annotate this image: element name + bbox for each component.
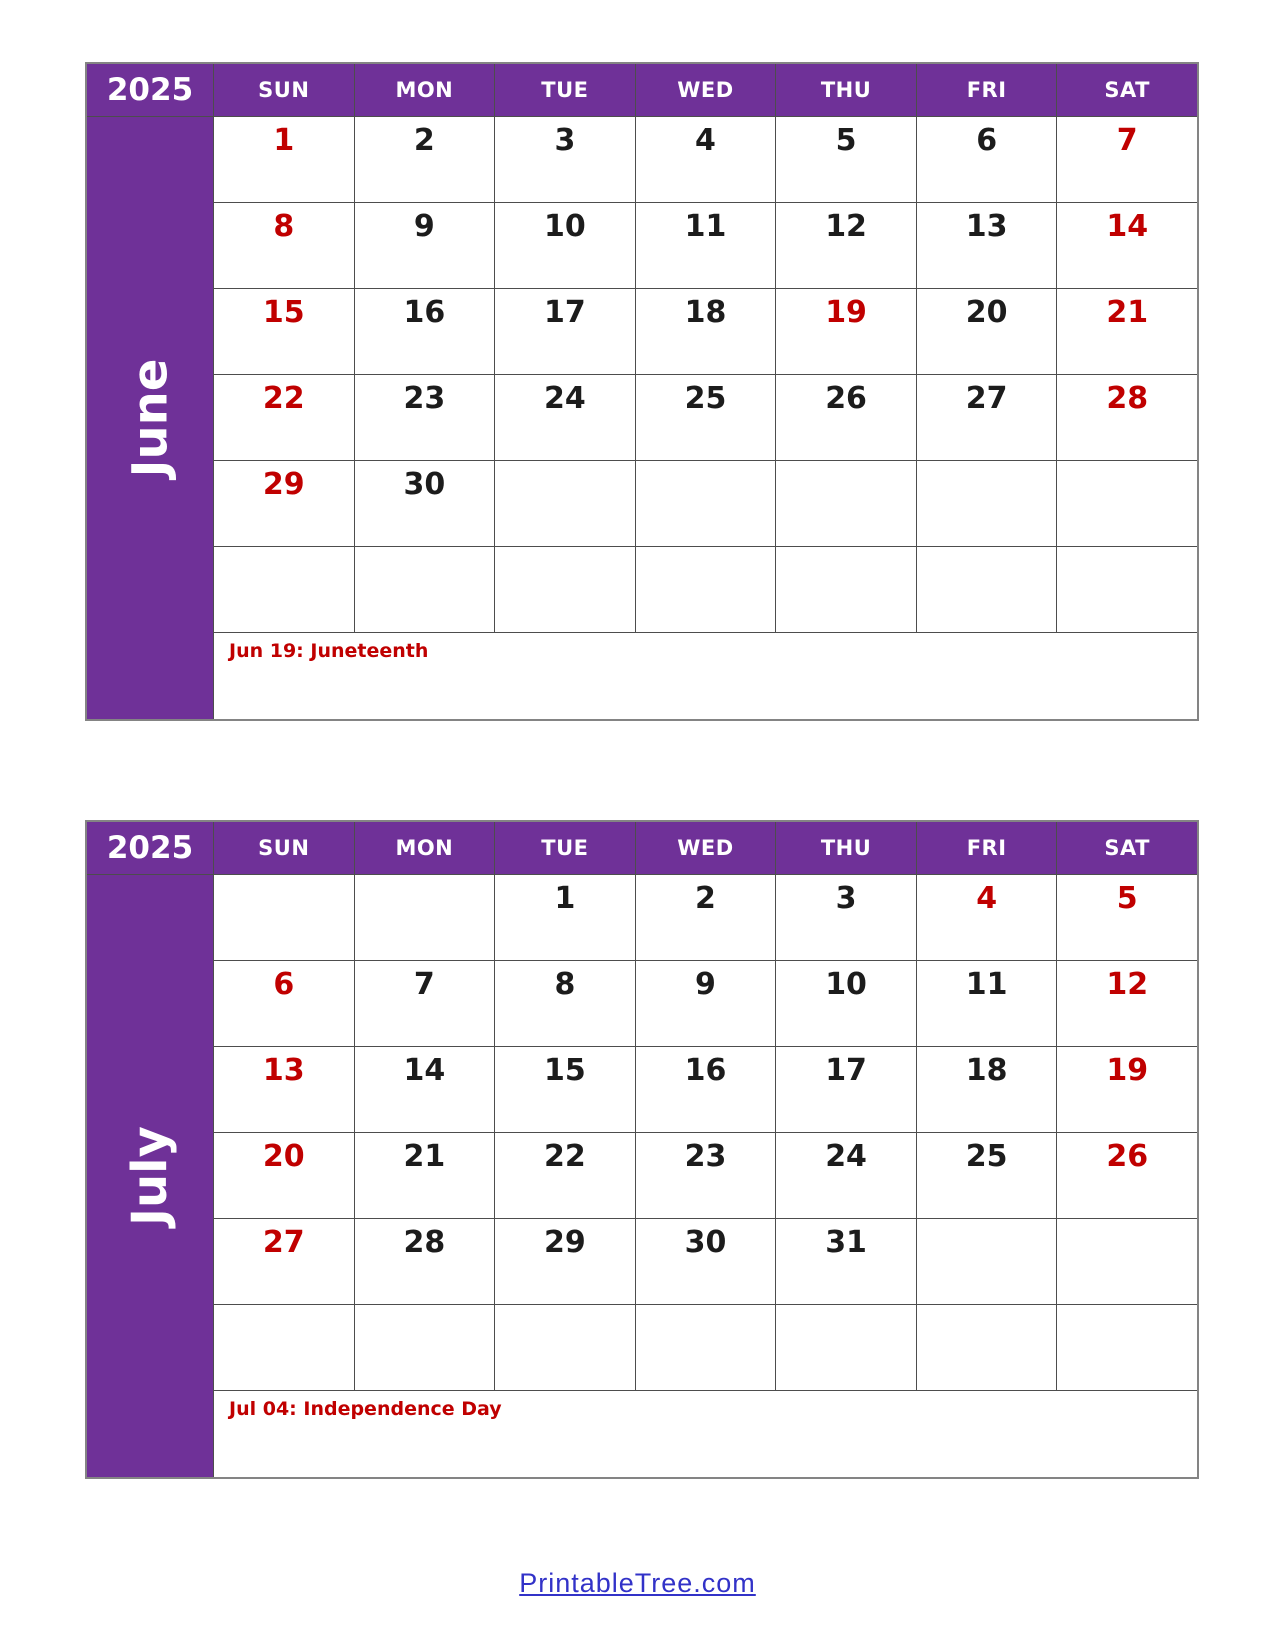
empty-day-cell bbox=[917, 1219, 1057, 1304]
year-label: 2025 bbox=[87, 64, 213, 116]
empty-day-cell bbox=[355, 875, 495, 960]
empty-day-cell bbox=[636, 1305, 776, 1390]
day-cell: 7 bbox=[1057, 117, 1197, 202]
weekday-header: THU bbox=[776, 822, 916, 874]
day-cell: 19 bbox=[1057, 1047, 1197, 1132]
weekday-header: FRI bbox=[917, 64, 1057, 116]
day-cell: 7 bbox=[355, 961, 495, 1046]
day-cell: 31 bbox=[776, 1219, 916, 1304]
day-cell: 1 bbox=[214, 117, 354, 202]
day-cell: 24 bbox=[495, 375, 635, 460]
empty-day-cell bbox=[776, 1305, 916, 1390]
empty-day-cell bbox=[917, 461, 1057, 546]
empty-day-cell bbox=[1057, 547, 1197, 632]
day-cell: 29 bbox=[495, 1219, 635, 1304]
empty-day-cell bbox=[355, 547, 495, 632]
weekday-header: FRI bbox=[917, 822, 1057, 874]
weekday-header: TUE bbox=[495, 822, 635, 874]
day-cell: 23 bbox=[355, 375, 495, 460]
calendar-june bbox=[85, 62, 1199, 721]
day-cell: 6 bbox=[917, 117, 1057, 202]
day-cell: 14 bbox=[355, 1047, 495, 1132]
day-cell: 25 bbox=[917, 1133, 1057, 1218]
day-cell: 26 bbox=[776, 375, 916, 460]
day-cell: 21 bbox=[1057, 289, 1197, 374]
weekday-header: MON bbox=[355, 822, 495, 874]
year-label: 2025 bbox=[87, 822, 213, 874]
day-cell: 9 bbox=[355, 203, 495, 288]
day-cell: 30 bbox=[636, 1219, 776, 1304]
weekday-header: WED bbox=[636, 822, 776, 874]
day-cell: 17 bbox=[776, 1047, 916, 1132]
day-cell: 27 bbox=[917, 375, 1057, 460]
day-cell: 5 bbox=[776, 117, 916, 202]
day-cell: 12 bbox=[1057, 961, 1197, 1046]
weekday-header: THU bbox=[776, 64, 916, 116]
month-label: July bbox=[122, 1126, 178, 1226]
month-sidebar bbox=[87, 875, 213, 1477]
day-cell: 18 bbox=[917, 1047, 1057, 1132]
day-cell: 15 bbox=[214, 289, 354, 374]
day-cell: 15 bbox=[495, 1047, 635, 1132]
day-cell: 13 bbox=[214, 1047, 354, 1132]
day-cell: 14 bbox=[1057, 203, 1197, 288]
empty-day-cell bbox=[776, 547, 916, 632]
day-cell: 8 bbox=[495, 961, 635, 1046]
day-cell: 2 bbox=[636, 875, 776, 960]
day-cell: 11 bbox=[917, 961, 1057, 1046]
empty-day-cell bbox=[214, 875, 354, 960]
day-cell: 28 bbox=[355, 1219, 495, 1304]
empty-day-cell bbox=[355, 1305, 495, 1390]
empty-day-cell bbox=[917, 1305, 1057, 1390]
empty-day-cell bbox=[214, 547, 354, 632]
day-cell: 18 bbox=[636, 289, 776, 374]
day-cell: 25 bbox=[636, 375, 776, 460]
weekday-header: TUE bbox=[495, 64, 635, 116]
day-cell: 12 bbox=[776, 203, 916, 288]
empty-day-cell bbox=[636, 547, 776, 632]
day-cell: 29 bbox=[214, 461, 354, 546]
month-sidebar bbox=[87, 117, 213, 719]
day-cell: 23 bbox=[636, 1133, 776, 1218]
day-cell: 11 bbox=[636, 203, 776, 288]
empty-day-cell bbox=[1057, 461, 1197, 546]
weekday-header: MON bbox=[355, 64, 495, 116]
day-cell: 22 bbox=[495, 1133, 635, 1218]
day-cell: 22 bbox=[214, 375, 354, 460]
holiday-note: Jul 04: Independence Day bbox=[214, 1391, 1197, 1477]
month-label: June bbox=[121, 358, 178, 478]
day-cell: 26 bbox=[1057, 1133, 1197, 1218]
day-cell: 10 bbox=[776, 961, 916, 1046]
day-cell: 6 bbox=[214, 961, 354, 1046]
day-cell: 9 bbox=[636, 961, 776, 1046]
empty-day-cell bbox=[1057, 1305, 1197, 1390]
day-cell: 16 bbox=[636, 1047, 776, 1132]
day-cell: 8 bbox=[214, 203, 354, 288]
day-cell: 1 bbox=[495, 875, 635, 960]
day-cell: 17 bbox=[495, 289, 635, 374]
day-cell: 4 bbox=[636, 117, 776, 202]
empty-day-cell bbox=[776, 461, 916, 546]
day-cell: 5 bbox=[1057, 875, 1197, 960]
empty-day-cell bbox=[495, 547, 635, 632]
day-cell: 13 bbox=[917, 203, 1057, 288]
weekday-header: SAT bbox=[1057, 822, 1197, 874]
empty-day-cell bbox=[214, 1305, 354, 1390]
day-cell: 20 bbox=[917, 289, 1057, 374]
footer-link[interactable]: PrintableTree.com bbox=[519, 1568, 756, 1598]
empty-day-cell bbox=[495, 1305, 635, 1390]
day-cell: 2 bbox=[355, 117, 495, 202]
calendar-july bbox=[85, 820, 1199, 1479]
day-cell: 24 bbox=[776, 1133, 916, 1218]
weekday-header: SUN bbox=[214, 64, 354, 116]
weekday-header: WED bbox=[636, 64, 776, 116]
empty-day-cell bbox=[495, 461, 635, 546]
holiday-note: Jun 19: Juneteenth bbox=[214, 633, 1197, 719]
day-cell: 21 bbox=[355, 1133, 495, 1218]
day-cell: 19 bbox=[776, 289, 916, 374]
day-cell: 28 bbox=[1057, 375, 1197, 460]
day-cell: 3 bbox=[776, 875, 916, 960]
empty-day-cell bbox=[917, 547, 1057, 632]
day-cell: 20 bbox=[214, 1133, 354, 1218]
empty-day-cell bbox=[1057, 1219, 1197, 1304]
day-cell: 27 bbox=[214, 1219, 354, 1304]
day-cell: 30 bbox=[355, 461, 495, 546]
day-cell: 10 bbox=[495, 203, 635, 288]
footer bbox=[0, 1568, 1275, 1599]
day-cell: 3 bbox=[495, 117, 635, 202]
weekday-header: SUN bbox=[214, 822, 354, 874]
weekday-header: SAT bbox=[1057, 64, 1197, 116]
day-cell: 4 bbox=[917, 875, 1057, 960]
day-cell: 16 bbox=[355, 289, 495, 374]
empty-day-cell bbox=[636, 461, 776, 546]
